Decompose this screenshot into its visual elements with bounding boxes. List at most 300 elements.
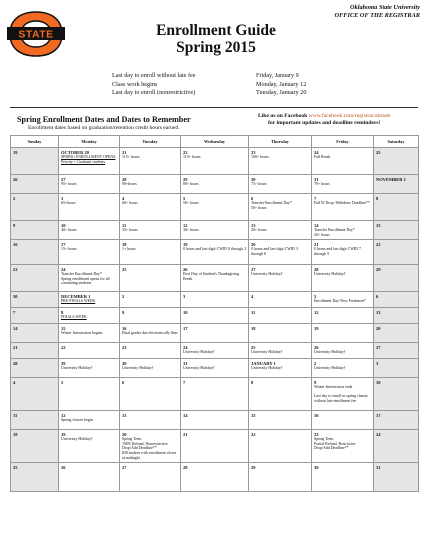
day-number: 10 [61,222,66,228]
day-number: 28 [183,464,188,470]
day-number: 27 [122,464,127,470]
calendar-day-cell [312,343,374,359]
day-event-text: Transfer Enrollment Day* 50+ hours [251,201,292,210]
calendar-day-cell [120,430,181,463]
day-number: 25 [376,149,381,155]
day-event-text: Enrollment Day-New Freshmen* [314,299,366,303]
day-number: 2 [13,195,16,201]
calendar-day-cell [11,175,59,194]
day-event-text: 80+ hours [183,182,199,186]
day-event-text: First Day of Student's Thanksgiving Break [183,272,240,281]
calendar-day-cell [59,343,120,359]
key-date-value: Friday, January 9 [256,72,299,79]
key-date-row [112,81,372,90]
calendar-day-cell [249,265,312,292]
calendar-day-cell [120,148,181,175]
day-number: 22 [376,241,381,247]
office-name: OFFICE OF THE REGISTRAR [334,12,420,19]
calendar-week-row [11,221,419,240]
calendar-day-cell [374,378,419,411]
day-number: 24 [61,266,66,272]
day-event-text: Spring Term 100% Refund, Nonrestrictive Drop/Add Deadline** $30 student with enrollment closes at midnight [122,437,177,460]
day-event-text: Spring Term Partial Refund, Restrictive Drop/Add Deadline** [314,437,356,451]
day-number: 4 [122,195,125,201]
key-date-label: Last day to enroll (nonrestrictive) [112,89,196,97]
day-number: 15 [251,412,256,418]
calendar-day-cell [11,292,59,308]
day-number: 13 [122,412,127,418]
day-number: 3 [61,195,64,201]
calendar-day-cell [181,194,249,221]
day-number: 6 [122,379,125,385]
day-number: 13 [251,222,256,228]
section-subtitle: Enrollment dates based on graduation/retention credit hours earned. [28,125,180,131]
calendar-day-cell [11,221,59,240]
calendar-day-cell [59,411,120,430]
day-event-text: Winter Intersession begins [61,331,103,335]
calendar-week-row [11,463,419,492]
weekday-friday: Friday [312,136,374,148]
day-number: 2 [122,293,125,299]
day-number: 21 [122,149,127,155]
calendar-day-cell [11,378,59,411]
calendar-day-cell [249,343,312,359]
key-date-row [112,89,372,98]
calendar-day-cell [181,175,249,194]
calendar-day-cell [11,265,59,292]
day-number: 10 [376,379,381,385]
day-event-text: 75+ hours [251,182,267,186]
day-event-text: PRE-FINALS WEEK [61,299,96,303]
day-number: 8 [61,309,64,315]
day-event-text: Transfer Enrollment Day* Spring enrollment opens for all continuing students [61,272,110,286]
day-event-text: Final grades due electronically 8am [122,331,178,335]
weekday-monday: Monday [59,136,120,148]
calendar-day-cell [374,343,419,359]
calendar-day-cell [11,194,59,221]
key-date-label: Last day to enroll without late fee [112,72,196,79]
calendar-week-row [11,324,419,343]
calendar-day-cell [181,359,249,378]
day-event-text: Transfer Enrollment Day* 20+ hours [314,228,355,237]
day-event-text: 35+ hours [122,228,138,232]
calendar-day-cell [59,194,120,221]
calendar-day-cell [374,411,419,430]
day-event-text: University Holiday† [61,437,93,441]
day-number: 12 [61,412,66,418]
day-event-text: University Holiday† [314,366,346,370]
day-number: 12 [183,222,188,228]
calendar-week-row [11,240,419,265]
calendar-day-cell [59,463,120,492]
day-number: 7 [13,309,16,315]
day-event-text: Fall Break [314,155,331,159]
day-event-text: University Holiday† [183,366,215,370]
day-number: 30 [122,360,127,366]
day-number: 30 [314,464,319,470]
day-number: 29 [61,360,66,366]
calendar-day-cell [120,463,181,492]
day-number: 11 [122,222,127,228]
calendar-day-cell [120,359,181,378]
calendar-day-cell [11,359,59,378]
calendar-week-row [11,378,419,411]
calendar-day-cell [181,292,249,308]
day-number: 15 [61,325,66,331]
day-number: 30 [13,293,18,299]
calendar-day-cell [374,265,419,292]
key-date-value: Monday, January 12 [256,80,307,88]
day-number: 2 [314,360,317,366]
calendar-day-cell [59,359,120,378]
day-number: 19 [61,431,66,437]
weekday-header-row [11,136,419,148]
title-line1: Enrollment Guide [156,22,276,39]
calendar-week-row [11,343,419,359]
calendar-body [11,148,419,492]
calendar-day-cell [374,194,419,221]
calendar-day-cell [312,359,374,378]
calendar-day-cell [11,240,59,265]
day-number: 26 [314,344,319,350]
calendar-day-cell [312,265,374,292]
day-number: 5 [61,379,64,385]
calendar-day-cell [120,324,181,343]
day-event-text: 95+ hours [61,182,77,186]
day-event-text: 110+ hours [183,155,201,159]
day-number: 24 [183,344,188,350]
calendar-week-row [11,292,419,308]
day-number: 23 [122,344,127,350]
day-number: 25 [122,266,127,272]
calendar-day-cell [11,148,59,175]
day-number: 21 [13,344,18,350]
calendar-day-cell [59,148,120,175]
calendar-day-cell [59,221,120,240]
day-number: 6 [251,195,254,201]
facebook-prefix: Like us on Facebook [258,113,308,119]
calendar-day-cell [120,378,181,411]
calendar-week-row [11,308,419,324]
day-number: 29 [183,176,188,182]
calendar-day-cell [181,148,249,175]
day-event-text: 0 hours and last digit CWID 0 through 2 [183,247,246,251]
day-number: 23 [13,266,18,272]
facebook-note [258,113,390,127]
calendar-day-cell [312,221,374,240]
calendar-day-cell [312,324,374,343]
calendar-day-cell [59,240,120,265]
calendar-day-cell [120,194,181,221]
day-event-text: 30+ hours [183,228,199,232]
calendar-day-cell [374,292,419,308]
calendar-day-cell [181,378,249,411]
calendar-week-row [11,359,419,378]
calendar-day-cell [181,221,249,240]
calendar-day-cell [120,411,181,430]
calendar-day-cell [249,463,312,492]
day-number: 16 [314,412,319,418]
day-number: 21 [183,431,188,437]
key-date-label: Class work begins [112,80,158,88]
day-number: 4 [251,293,254,299]
day-number: 18 [251,325,256,331]
day-number: 17 [183,325,188,331]
weekday-thursday: Thursday [249,136,312,148]
day-number: 9 [314,379,317,385]
calendar-day-cell [374,221,419,240]
weekday-tuesday: Tuesday [120,136,181,148]
day-number: 8 [376,195,379,201]
day-event-text: FINALS WEEK [61,315,87,319]
day-number: OCTOBER 20 [61,149,90,155]
day-number: 25 [251,344,256,350]
calendar-day-cell [312,463,374,492]
day-number: 7 [314,195,317,201]
calendar-day-cell [249,359,312,378]
calendar-day-cell [249,430,312,463]
calendar-day-cell [59,308,120,324]
calendar-day-cell [181,324,249,343]
day-number: 6 [376,293,379,299]
calendar-day-cell [312,411,374,430]
day-number: 11 [13,412,18,418]
day-event-text: University Holiday† [251,272,283,276]
day-event-text: University Holiday† [122,366,154,370]
day-number: 16 [122,325,127,331]
calendar-day-cell [249,240,312,265]
day-number: 12 [314,309,319,315]
calendar-day-cell [374,430,419,463]
day-event-text: Spring classes begin [61,418,93,422]
calendar-day-cell [312,430,374,463]
day-event-text: 115+ hours [122,155,140,159]
day-event-text: 0 hours and last digit CWID 7 through 9 [314,247,361,256]
calendar-week-row [11,194,419,221]
calendar-day-cell [374,148,419,175]
calendar-day-cell [59,430,120,463]
day-number: 14 [183,412,188,418]
calendar-day-cell [59,265,120,292]
calendar-day-cell [249,194,312,221]
calendar-week-row [11,430,419,463]
weekday-wednesday: Wednesday [181,136,249,148]
calendar-day-cell [181,240,249,265]
day-event-text: 15+ hours [61,247,77,251]
calendar-day-cell [249,148,312,175]
calendar-day-cell [181,308,249,324]
day-number: 18 [122,241,127,247]
day-number: 20 [251,241,256,247]
university-name: Oklahoma State University [350,4,420,11]
calendar-day-cell [59,292,120,308]
day-event-text: 70+ hours [314,182,330,186]
day-number: 4 [13,379,16,385]
day-number: 10 [183,309,188,315]
day-number: 28 [314,266,319,272]
day-number: 14 [314,222,319,228]
day-number: JANUARY 1 [251,360,276,366]
weekday-saturday: Saturday [374,136,419,148]
calendar-day-cell [249,292,312,308]
day-number: 30 [251,176,256,182]
day-event-text: Winter Intersession ends Last day to enroll in spring classes without late enrollment fee [314,385,368,404]
osu-logo [6,10,66,58]
enrollment-calendar [10,135,419,492]
calendar-day-cell [59,175,120,194]
day-number: 5 [314,293,317,299]
divider [10,107,418,108]
day-event-text: 60+ hours [122,201,138,205]
calendar-day-cell [59,324,120,343]
calendar-week-row [11,175,419,194]
calendar-day-cell [249,221,312,240]
day-number: 20 [122,431,127,437]
day-number: 17 [61,241,66,247]
day-number: 17 [376,412,381,418]
calendar-day-cell [312,308,374,324]
day-number: 11 [251,309,256,315]
calendar-day-cell [120,175,181,194]
calendar-day-cell [120,343,181,359]
day-number: DECEMBER 1 [61,293,91,299]
day-number: 8 [251,379,254,385]
calendar-day-cell [11,411,59,430]
calendar-day-cell [374,463,419,492]
calendar-day-cell [374,324,419,343]
registrar-header [335,4,420,20]
day-number: 18 [13,431,18,437]
day-number: 9 [13,222,16,228]
day-number: 27 [251,266,256,272]
page-title [116,22,316,56]
day-number: 9 [122,309,125,315]
day-number: 7 [183,379,186,385]
calendar-day-cell [181,430,249,463]
day-number: 29 [376,266,381,272]
day-event-text: 65+hours [61,201,76,205]
day-number: 20 [376,325,381,331]
calendar-day-cell [11,430,59,463]
day-number: 24 [314,149,319,155]
day-number: 31 [376,464,381,470]
calendar-day-cell [11,463,59,492]
day-number: 19 [183,241,188,247]
day-number: 13 [376,309,381,315]
calendar-day-cell [249,378,312,411]
day-event-text: 1+ hours [122,247,136,251]
day-number: 26 [183,266,188,272]
day-number: 31 [183,360,188,366]
calendar-day-cell [249,175,312,194]
day-event-text: 40+ hours [61,228,77,232]
day-number: 15 [376,222,381,228]
day-number: 23 [251,149,256,155]
calendar-day-cell [312,148,374,175]
day-number: 28 [13,360,18,366]
day-number: 22 [251,431,256,437]
calendar-week-row [11,411,419,430]
day-number: 29 [251,464,256,470]
calendar-week-row [11,265,419,292]
day-event-text: 100+ hours [251,155,269,159]
calendar-day-cell [312,240,374,265]
calendar-day-cell [11,343,59,359]
calendar-day-cell [249,308,312,324]
calendar-day-cell [312,194,374,221]
day-number: 26 [61,464,66,470]
day-number: 27 [61,176,66,182]
day-event-text: University Holiday† [61,366,93,370]
calendar-day-cell [312,292,374,308]
day-number: 16 [13,241,18,247]
calendar-day-cell [312,175,374,194]
key-date-value: Tuesday, January 20 [256,89,307,97]
day-number: 26 [13,176,18,182]
day-event-text: 90+hours [122,182,137,186]
day-number: 22 [61,344,66,350]
calendar-day-cell [181,265,249,292]
calendar-day-cell [120,292,181,308]
day-number: 22 [183,149,188,155]
calendar-day-cell [120,265,181,292]
day-number: 3 [183,293,186,299]
svg-text:STATE: STATE [18,28,54,41]
calendar-day-cell [120,308,181,324]
calendar-day-cell [374,359,419,378]
calendar-day-cell [11,308,59,324]
day-number: 14 [13,325,18,331]
facebook-link[interactable]: www.facebook.com/registrar.okstate [308,113,391,119]
calendar-day-cell [59,378,120,411]
facebook-line2: for important updates and deadline reminders! [268,120,381,126]
day-number: 19 [314,325,319,331]
day-number: 25 [13,464,18,470]
key-dates [112,72,372,98]
day-event-text: University Holiday† [183,350,215,354]
day-number: 21 [314,241,319,247]
calendar-day-cell [374,308,419,324]
day-number: 24 [376,431,381,437]
day-event-text: SPRING ENROLLMENT OPENS Priority + Graduate students [61,155,116,164]
calendar-day-cell [249,324,312,343]
calendar-day-cell [374,240,419,265]
calendar-day-cell [374,175,419,194]
day-event-text: University Holiday† [251,366,283,370]
day-event-text: Fall W Drop /Withdraw Deadline** [314,201,370,205]
day-event-text: 20+ hours [251,228,267,232]
weekday-sunday: Sunday [11,136,59,148]
key-date-row [112,72,372,81]
day-number: 23 [314,431,319,437]
day-number: 27 [376,344,381,350]
calendar-day-cell [249,411,312,430]
day-event-text: University Holiday† [251,350,283,354]
day-number: 19 [13,149,18,155]
day-number: 28 [122,176,127,182]
day-event-text: University Holiday† [314,350,346,354]
day-event-text: 0 hours and last digit CWID 3 through 6 [251,247,298,256]
calendar-day-cell [312,378,374,411]
calendar-week-row [11,148,419,175]
calendar-day-cell [120,221,181,240]
calendar-day-cell [181,343,249,359]
calendar-day-cell [181,463,249,492]
calendar-day-cell [120,240,181,265]
day-number: 31 [314,176,319,182]
calendar-day-cell [181,411,249,430]
day-number: 5 [183,195,186,201]
